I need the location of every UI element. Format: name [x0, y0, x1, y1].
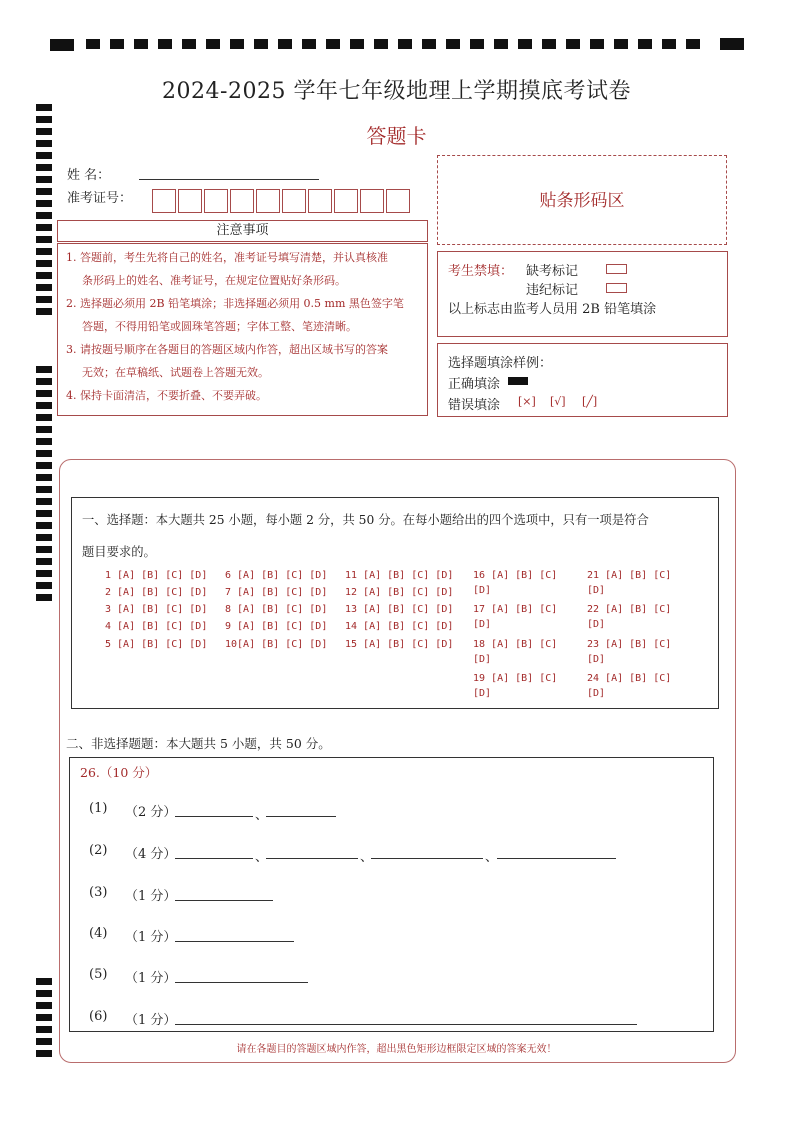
exam-id-boxes[interactable] — [152, 189, 412, 213]
prohibited-box — [437, 251, 728, 337]
prohibited-label: 考生禁填： — [448, 264, 514, 279]
barcode-label: 贴条形码区 — [539, 191, 625, 211]
violation-mark-label: 违纪标记 — [526, 283, 579, 298]
notice-heading: 注意事项 — [216, 223, 269, 238]
q26-part-5-score: （1 分） — [125, 971, 177, 986]
choice-item-13[interactable]: 13 [A] [B] [C] [D] — [345, 604, 454, 615]
name-field[interactable] — [139, 179, 319, 180]
choice-item-16-d[interactable]: [D] — [473, 585, 492, 596]
id-digit-box — [334, 189, 358, 213]
answer-line[interactable] — [175, 981, 308, 983]
q26-part-4-score: （1 分） — [125, 930, 177, 945]
notice-item: 1. 答题前，考生先将自己的姓名，准考证号填写清楚，并认真核准 条形码上的姓名、准考证号，在规定位置贴好条形码。 — [66, 251, 388, 287]
choice-item-21[interactable]: 21 [A] [B] [C] — [587, 570, 672, 581]
absent-mark-box[interactable] — [606, 264, 627, 274]
choice-item-3[interactable]: 3 [A] [B] [C] [D] — [105, 604, 208, 615]
separator: 、 — [485, 850, 499, 865]
barcode-area — [437, 155, 727, 245]
answer-line[interactable] — [175, 857, 253, 859]
choice-item-24-d[interactable]: [D] — [587, 688, 606, 699]
answer-line[interactable] — [266, 857, 358, 859]
wrong-mark-check: [√] — [550, 395, 566, 408]
q26-part-3-score: （1 分） — [125, 889, 177, 904]
choice-item-2[interactable]: 2 [A] [B] [C] [D] — [105, 587, 208, 598]
q26-part-4-num: (4) — [89, 926, 108, 941]
filled-bubble-icon — [508, 377, 528, 385]
q26-part-2-score: （4 分） — [125, 847, 177, 862]
choice-item-8[interactable]: 8 [A] [B] [C] [D] — [225, 604, 328, 615]
choice-heading-cont: 题目要求的。 — [82, 545, 156, 559]
wrong-mark-x: [×] — [518, 395, 536, 408]
wrong-mark-slash: [╱] — [582, 395, 598, 408]
fill-example-box — [437, 343, 728, 417]
choice-item-18[interactable]: 18 [A] [B] [C] — [473, 639, 558, 650]
choice-heading: 一、选择题：本大题共 25 小题，每小题 2 分，共 50 分。在每小题给出的四个选项中，只有一项是符合 — [82, 513, 649, 527]
choice-item-22[interactable]: 22 [A] [B] [C] — [587, 604, 672, 615]
choice-item-17-d[interactable]: [D] — [473, 619, 492, 630]
choice-item-23[interactable]: 23 [A] [B] [C] — [587, 639, 672, 650]
separator: 、 — [360, 850, 374, 865]
q26-part-5-num: (5) — [89, 967, 108, 982]
choice-item-4[interactable]: 4 [A] [B] [C] [D] — [105, 621, 208, 632]
answer-line[interactable] — [371, 857, 483, 859]
answer-line[interactable] — [497, 857, 616, 859]
absent-mark-label: 缺考标记 — [526, 264, 579, 279]
answer-line[interactable] — [266, 815, 336, 817]
notice-item: 3. 请按题号顺序在各题目的答题区域内作答，超出区域书写的答案 无效；在草稿纸、试题卷上答题无效。 — [66, 343, 388, 379]
fill-example-label: 选择题填涂样例： — [448, 356, 553, 371]
choice-item-5[interactable]: 5 [A] [B] [C] [D] — [105, 639, 208, 650]
q26-part-2-num: (2) — [89, 843, 108, 858]
correct-fill-label: 正确填涂 — [448, 377, 501, 392]
proctor-note: 以上标志由监考人员用 2B 铅笔填涂 — [448, 302, 657, 317]
id-digit-box — [152, 189, 176, 213]
answer-line[interactable] — [175, 815, 253, 817]
choice-item-22-d[interactable]: [D] — [587, 619, 606, 630]
answer-line[interactable] — [175, 940, 294, 942]
choice-item-11[interactable]: 11 [A] [B] [C] [D] — [345, 570, 454, 581]
choice-item-15[interactable]: 15 [A] [B] [C] [D] — [345, 639, 454, 650]
choice-item-10[interactable]: 10[A] [B] [C] [D] — [225, 639, 328, 650]
q26-part-3-num: (3) — [89, 885, 108, 900]
separator: 、 — [255, 808, 269, 823]
choice-item-19[interactable]: 19 [A] [B] [C] — [473, 673, 558, 684]
exam-title: 2024-2025 学年七年级地理上学期摸底考试卷 — [162, 79, 631, 104]
id-digit-box — [256, 189, 280, 213]
id-digit-box — [308, 189, 332, 213]
choice-item-23-d[interactable]: [D] — [587, 654, 606, 665]
choice-item-7[interactable]: 7 [A] [B] [C] [D] — [225, 587, 328, 598]
id-digit-box — [386, 189, 410, 213]
q26-part-6-score: （1 分） — [125, 1013, 177, 1028]
name-label: 姓 名： — [67, 168, 111, 183]
choice-item-9[interactable]: 9 [A] [B] [C] [D] — [225, 621, 328, 632]
notice-box — [57, 243, 428, 416]
violation-mark-box[interactable] — [606, 283, 627, 293]
answer-sheet-title: 答题卡 — [366, 124, 427, 148]
choice-item-18-d[interactable]: [D] — [473, 654, 492, 665]
q26-part-6-num: (6) — [89, 1009, 108, 1024]
id-digit-box — [282, 189, 306, 213]
choice-item-1[interactable]: 1 [A] [B] [C] [D] — [105, 570, 208, 581]
separator: 、 — [255, 850, 269, 865]
answer-line[interactable] — [175, 899, 273, 901]
choice-item-14[interactable]: 14 [A] [B] [C] [D] — [345, 621, 454, 632]
id-digit-box — [360, 189, 384, 213]
choice-item-16[interactable]: 16 [A] [B] [C] — [473, 570, 558, 581]
choice-item-12[interactable]: 12 [A] [B] [C] [D] — [345, 587, 454, 598]
nonchoice-heading: 二、非选择题题：本大题共 5 小题，共 50 分。 — [66, 736, 331, 751]
notice-header — [57, 220, 428, 242]
choice-item-21-d[interactable]: [D] — [587, 585, 606, 596]
exam-id-label: 准考证号： — [67, 191, 133, 206]
q26-part-1-num: (1) — [89, 801, 108, 816]
footer-warning: 请在各题目的答题区域内作答，超出黑色矩形边框限定区域的答案无效！ — [236, 1044, 557, 1055]
wrong-fill-label: 错误填涂 — [448, 398, 501, 413]
answer-line[interactable] — [175, 1023, 637, 1025]
id-digit-box — [230, 189, 254, 213]
q26-title: 26.（10 分） — [80, 765, 158, 780]
choice-item-6[interactable]: 6 [A] [B] [C] [D] — [225, 570, 328, 581]
choice-item-19-d[interactable]: [D] — [473, 688, 492, 699]
notice-item: 4. 保持卡面清洁，不要折叠、不要弄破。 — [66, 389, 267, 402]
q26-part-1-score: （2 分） — [125, 805, 177, 820]
id-digit-box — [178, 189, 202, 213]
choice-item-24[interactable]: 24 [A] [B] [C] — [587, 673, 672, 684]
notice-item: 2. 选择题必须用 2B 铅笔填涂；非选择题必须用 0.5 mm 黑色签字笔 答题，不得用铅笔或圆珠笔答题；字体工整、笔迹清晰。 — [66, 297, 404, 333]
id-digit-box — [204, 189, 228, 213]
choice-item-17[interactable]: 17 [A] [B] [C] — [473, 604, 558, 615]
